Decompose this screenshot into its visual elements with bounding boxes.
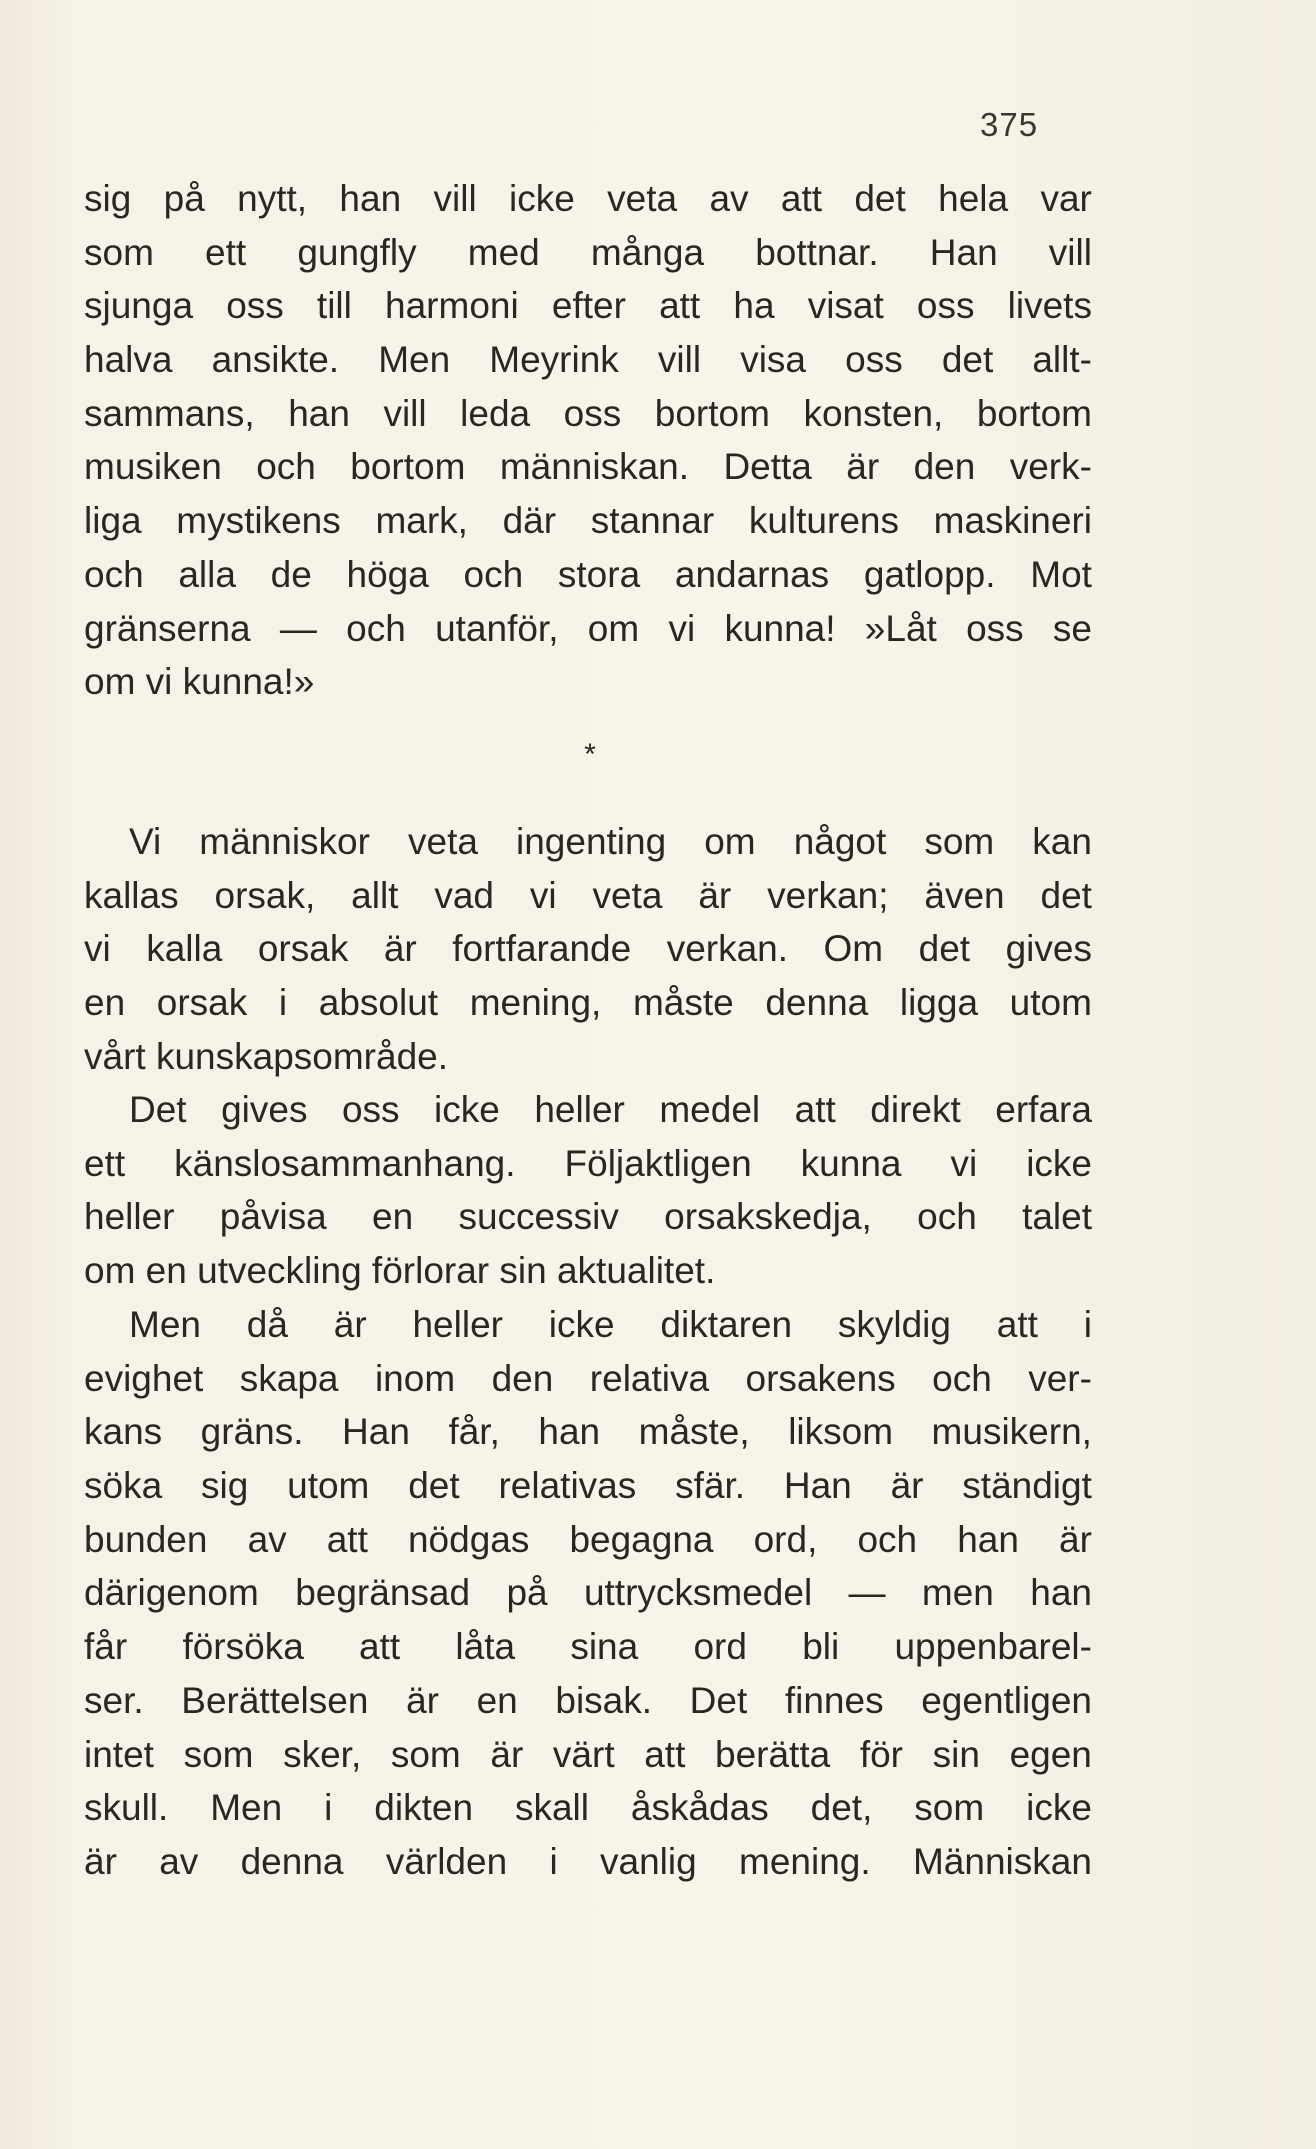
word: gränserna (84, 607, 251, 649)
word: ett (205, 231, 247, 273)
word: skull. (84, 1787, 169, 1829)
word: icke (434, 1089, 500, 1130)
word: harmoni (385, 285, 519, 327)
word: allt (351, 874, 399, 916)
word: är (490, 1733, 524, 1775)
word: veta (607, 178, 678, 219)
word: han (288, 392, 350, 434)
word: är (1059, 1518, 1092, 1560)
word: ord (693, 1626, 747, 1668)
paragraph-2 (84, 815, 1092, 1083)
word: Han (783, 1465, 852, 1507)
text-line (84, 1190, 1092, 1244)
word: mening, (469, 982, 602, 1024)
text-line (84, 333, 1092, 387)
word: veta (408, 821, 478, 862)
word: söka (84, 1465, 163, 1507)
word: vi (529, 874, 557, 916)
word: de (270, 553, 312, 595)
word: hela (938, 178, 1009, 219)
word: sammans, (84, 392, 255, 434)
word: talet (1022, 1196, 1092, 1238)
word: begränsad (295, 1572, 471, 1614)
word: men (921, 1572, 994, 1614)
word: där (502, 500, 557, 542)
word: sig (84, 178, 132, 219)
word: och (84, 553, 144, 595)
word: visat (807, 285, 884, 327)
word: är (333, 1304, 367, 1345)
word: försöka (182, 1626, 304, 1668)
word: och (857, 1518, 918, 1560)
word: halva (84, 339, 173, 381)
word: en (476, 1679, 518, 1721)
word: egentligen (921, 1679, 1092, 1721)
word: bortom (976, 392, 1092, 434)
word: det (941, 339, 994, 381)
text-line (84, 494, 1092, 548)
word: och (917, 1196, 977, 1238)
text-line (84, 1405, 1092, 1459)
word: verk- (1009, 446, 1092, 488)
text-line (84, 226, 1092, 280)
section-separator-asterisk: * (584, 738, 596, 771)
word: gatlopp. (863, 553, 996, 595)
word: kalla (146, 928, 223, 970)
word: denna (765, 982, 869, 1024)
word: direkt (870, 1089, 961, 1130)
word: erfara (995, 1089, 1092, 1130)
word: vill (433, 178, 477, 219)
word: att (326, 1518, 368, 1560)
word: fortfarande (452, 928, 632, 970)
word: livets (1007, 285, 1092, 327)
word: dikten (374, 1787, 474, 1829)
word: vill (1048, 231, 1092, 273)
word: leda (460, 392, 531, 434)
text-line (84, 1835, 1092, 1889)
word: icke (509, 178, 575, 219)
word: att (359, 1626, 401, 1668)
word: i (549, 1840, 558, 1882)
word: — (279, 607, 317, 649)
word: utom (1009, 982, 1092, 1024)
word: absolut (318, 982, 439, 1024)
text-line (84, 815, 1092, 869)
word: bunden (84, 1518, 208, 1560)
word: många (590, 231, 705, 273)
word: — (848, 1572, 886, 1614)
word: vi (668, 607, 696, 649)
word: musiken (84, 446, 222, 488)
word: utom (287, 1465, 370, 1507)
word: till (316, 285, 352, 327)
word: kallas (84, 874, 179, 916)
text-line (84, 172, 1092, 226)
word: maskineri (933, 500, 1092, 542)
word: ord, (753, 1518, 818, 1560)
word: sig (200, 1465, 249, 1507)
word: kans (84, 1411, 163, 1453)
word: som (914, 1787, 985, 1829)
text-line (84, 1137, 1092, 1191)
word: mystikens (176, 500, 341, 542)
word: Det (689, 1679, 748, 1721)
text-line (84, 602, 1092, 656)
word: Men (129, 1304, 201, 1345)
word: begagna (569, 1518, 714, 1560)
text-line (84, 1513, 1092, 1567)
word: är (383, 928, 417, 970)
word: och (932, 1357, 992, 1399)
word: verkan; (767, 874, 889, 916)
word: känslosammanhang. (174, 1142, 516, 1184)
text-line (84, 279, 1092, 333)
word: med (467, 231, 540, 273)
word: på (506, 1572, 548, 1614)
text-line (84, 548, 1092, 602)
word: på (163, 178, 205, 219)
word: och (346, 607, 406, 649)
word: något (793, 821, 887, 862)
word: kulturens (748, 500, 899, 542)
word: ligga (899, 982, 979, 1024)
word: att (996, 1304, 1038, 1345)
word: ingenting (516, 821, 667, 862)
word: vi (950, 1142, 978, 1184)
word: är (84, 1840, 117, 1882)
word: som (924, 821, 995, 862)
word: orsak (156, 982, 248, 1024)
word: av (247, 1518, 287, 1560)
word: Människan (912, 1840, 1092, 1882)
word: i (1083, 1304, 1092, 1345)
word: oss (966, 607, 1024, 649)
text-line (84, 1083, 1092, 1137)
word: Berättelsen (181, 1679, 369, 1721)
word: visa (740, 339, 807, 381)
word: Mot (1030, 553, 1092, 595)
word: orsakskedja, (664, 1196, 872, 1238)
word: Det (129, 1089, 187, 1130)
word: stannar (590, 500, 715, 542)
word: orsak, (214, 874, 316, 916)
word: att (659, 285, 701, 327)
word: bli (802, 1626, 840, 1668)
word: ha (733, 285, 775, 327)
word: verkan. (666, 928, 789, 970)
word: av (159, 1840, 199, 1882)
word: av (709, 178, 749, 219)
word: kan (1032, 821, 1092, 862)
word: en (372, 1196, 414, 1238)
word: oss (916, 285, 975, 327)
word: ett (84, 1142, 126, 1184)
word: relativa (589, 1357, 710, 1399)
word: se (1052, 607, 1092, 649)
word: Men (210, 1787, 283, 1829)
word: uttrycksmedel (583, 1572, 813, 1614)
word: icke (1026, 1787, 1092, 1829)
word: han (538, 1411, 601, 1453)
word: höga (346, 553, 429, 595)
text-line (84, 387, 1092, 441)
word: som (84, 231, 154, 273)
word: han (339, 178, 402, 219)
word: då (246, 1304, 288, 1345)
word: det (408, 1465, 460, 1507)
word: den (491, 1357, 554, 1399)
word: för (859, 1733, 904, 1775)
word: om (587, 607, 640, 649)
word: vanlig (600, 1840, 697, 1882)
paragraph-4 (84, 1298, 1092, 1889)
word: stora (557, 553, 641, 595)
word: heller (412, 1304, 503, 1345)
word: veta (592, 874, 663, 916)
word: måste (632, 982, 734, 1024)
word: liksom (788, 1411, 894, 1453)
word: i (278, 982, 288, 1024)
word: Han (929, 231, 998, 273)
word: icke (1026, 1142, 1092, 1184)
word: gräns. (200, 1411, 304, 1453)
word: intet (84, 1733, 154, 1775)
word: i (324, 1787, 333, 1829)
text-line: vårt kunskapsområde. (84, 1035, 449, 1077)
text-line (84, 1728, 1092, 1782)
word: andarnas (674, 553, 830, 595)
word: är (406, 1679, 439, 1721)
word: det (918, 928, 971, 970)
word: nödgas (407, 1518, 530, 1560)
word: får (84, 1626, 128, 1668)
word: ansikte. (211, 339, 340, 381)
word: Om (823, 928, 884, 970)
word: Vi (129, 821, 162, 862)
word: kunna! (724, 607, 836, 649)
word: mening. (739, 1840, 871, 1882)
word: orsakens (745, 1357, 896, 1399)
text-line (84, 922, 1092, 976)
word: skyldig (837, 1304, 951, 1345)
word: därigenom (84, 1572, 259, 1614)
word: är (846, 446, 880, 488)
word: successiv (458, 1196, 619, 1238)
word: bortom (350, 446, 466, 488)
word: sker, (283, 1733, 362, 1775)
text-line (84, 1459, 1092, 1513)
text-line (84, 1566, 1092, 1620)
word: sfär. (675, 1465, 746, 1507)
word: som (390, 1733, 461, 1775)
word: vad (434, 874, 495, 916)
word: Detta (723, 446, 812, 488)
word: han (1030, 1572, 1092, 1614)
word: om (704, 821, 756, 862)
text-line (84, 1352, 1092, 1406)
word: icke (548, 1304, 615, 1345)
word: diktaren (660, 1304, 793, 1345)
word: denna (240, 1840, 344, 1882)
word: skapa (239, 1357, 339, 1399)
word: bisak. (555, 1679, 653, 1721)
text-line: om en utveckling förlorar sin aktualitet. (84, 1250, 716, 1292)
word: vill (657, 339, 702, 381)
word: egen (1009, 1733, 1092, 1775)
word: Följaktligen (564, 1142, 752, 1184)
word: utanför, (435, 607, 559, 649)
word: Han (342, 1411, 410, 1453)
word: heller (84, 1196, 175, 1238)
text-line (84, 1620, 1092, 1674)
word: och (256, 446, 316, 488)
text-line: om vi kunna!» (84, 661, 315, 703)
word: Meyrink (489, 339, 619, 381)
word: är (890, 1465, 924, 1507)
word: inom (374, 1357, 456, 1399)
word: som (183, 1733, 254, 1775)
text-line (84, 1674, 1092, 1728)
word: alla (178, 553, 236, 595)
word: relativas (498, 1465, 637, 1507)
word: orsak (257, 928, 349, 970)
word: oss (845, 339, 903, 381)
word: musikern, (931, 1411, 1092, 1453)
word: även (924, 874, 1005, 916)
word: heller (534, 1089, 625, 1130)
word: ständigt (962, 1465, 1092, 1507)
word: berätta (715, 1733, 831, 1775)
text-line (84, 976, 1092, 1030)
word: oss (563, 392, 622, 434)
word: får, (448, 1411, 500, 1453)
word: gives (1005, 928, 1092, 970)
word: att (780, 178, 823, 219)
word: efter (551, 285, 626, 327)
word: det (854, 178, 906, 219)
word: måste, (638, 1411, 750, 1453)
word: allt- (1032, 339, 1092, 381)
word: var (1040, 178, 1092, 219)
word: att (794, 1089, 836, 1130)
word: Men (378, 339, 451, 381)
text-line (84, 440, 1092, 494)
word: människor (199, 821, 370, 862)
word: och (463, 553, 524, 595)
word: uppenbarel- (894, 1626, 1092, 1668)
word: kunna (800, 1142, 902, 1184)
word: medel (659, 1089, 761, 1130)
word: den (913, 446, 976, 488)
word: skall (514, 1787, 589, 1829)
word: värt (552, 1733, 615, 1775)
word: påvisa (219, 1196, 327, 1238)
word: bottnar. (755, 231, 879, 273)
word: en (84, 982, 126, 1024)
word: ser. (84, 1679, 144, 1721)
word: vi (84, 928, 111, 970)
word: världen (385, 1840, 508, 1882)
word: det (1040, 874, 1092, 916)
word: konsten, (803, 392, 944, 434)
word: han (957, 1518, 1019, 1560)
word: är (698, 874, 732, 916)
word: sin (932, 1733, 980, 1775)
word: låta (455, 1626, 516, 1668)
word: nytt, (237, 178, 308, 219)
page-number: 375 (980, 106, 1039, 143)
word: gives (221, 1089, 308, 1130)
word: mark, (375, 500, 468, 542)
word: liga (84, 500, 142, 542)
word: gungfly (297, 231, 417, 273)
word: vill (383, 392, 427, 434)
paragraph-3 (84, 1083, 1092, 1298)
word: att (644, 1733, 686, 1775)
word: åskådas (630, 1787, 769, 1829)
word: sjunga (84, 285, 194, 327)
word: ver- (1028, 1357, 1092, 1399)
word: finnes (784, 1679, 884, 1721)
word: oss (341, 1089, 400, 1130)
text-line (84, 1781, 1092, 1835)
text-line (84, 869, 1092, 923)
paragraph-1 (84, 172, 1092, 709)
word: oss (226, 285, 284, 327)
word: bortom (654, 392, 770, 434)
word: sina (570, 1626, 639, 1668)
word: människan. (499, 446, 690, 488)
word: »Låt (864, 607, 937, 649)
text-line (84, 1298, 1092, 1352)
word: det, (810, 1787, 873, 1829)
word: evighet (84, 1357, 204, 1399)
